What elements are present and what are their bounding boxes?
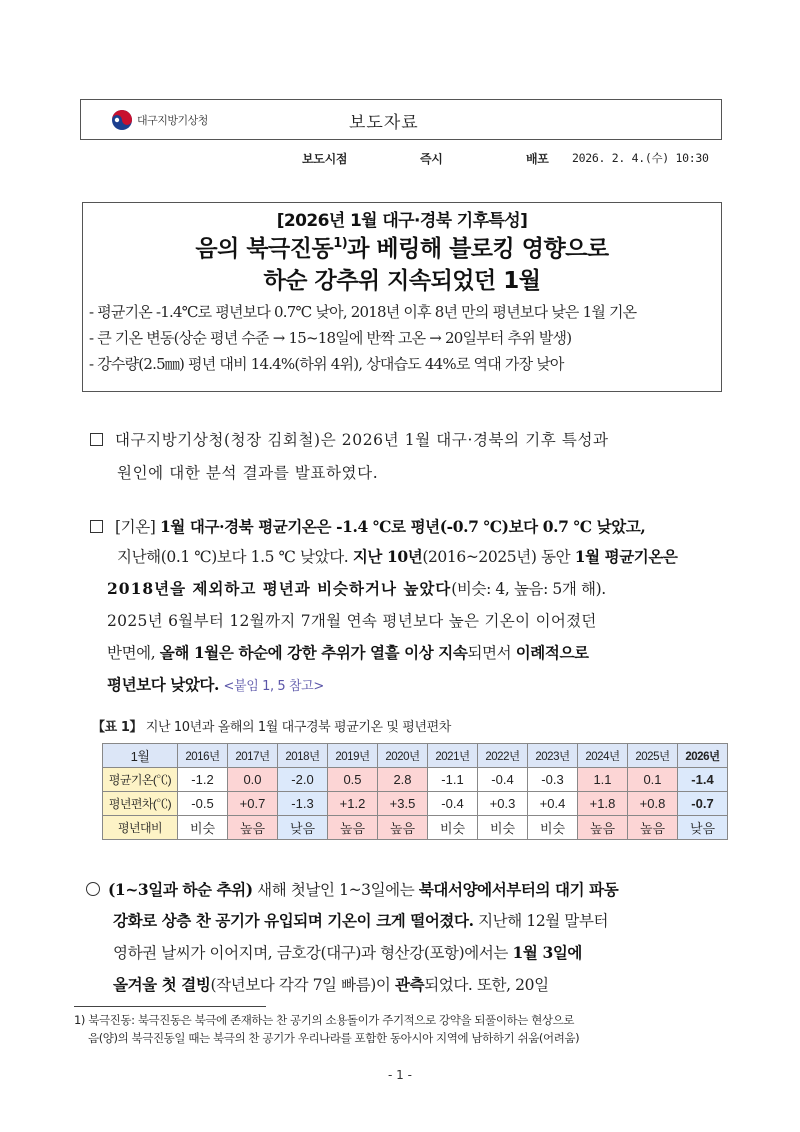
summary-bullet: - 강수량(2.5㎜) 평년 대비 14.4%(하위 4위), 상대습도 44%로 역대 가장 낮아 xyxy=(89,355,564,373)
text-bold: 관측 xyxy=(395,975,425,994)
document-type: 보도자료 xyxy=(349,113,419,133)
row-header: 평년대비 xyxy=(103,816,178,840)
table-cell: 높음 xyxy=(228,816,278,840)
table-cell: +0.7 xyxy=(228,792,278,816)
paragraph-line xyxy=(90,428,609,450)
table-cell: 비슷 xyxy=(478,816,528,840)
checkbox-bullet-icon xyxy=(90,433,103,446)
year-header: 2020년 xyxy=(378,744,428,768)
title-text: 과 베링해 블로킹 영향으로 xyxy=(347,236,609,262)
paragraph-line xyxy=(113,973,549,995)
release-time-value: 즉시 xyxy=(420,152,443,166)
text: (작년보다 각각 7일 빠름)이 xyxy=(210,976,396,994)
year-header: 2017년 xyxy=(228,744,278,768)
table-label: 【표 1】 xyxy=(92,720,143,735)
table-cell: +0.8 xyxy=(628,792,678,816)
checkbox-bullet-icon xyxy=(90,520,103,533)
table-corner-header: 1월 xyxy=(103,744,178,768)
distribution-datetime: 2026. 2. 4.(수) 10:30 xyxy=(572,151,709,165)
table-cell: 1.1 xyxy=(578,768,628,792)
footnote-line: 음(양)의 북극진동일 때는 북극의 찬 공기가 우리나라를 포함한 동아시아 지역에 남하하기 쉬움(어려움) xyxy=(88,1031,580,1045)
press-release-header xyxy=(80,99,722,140)
circle-bullet-icon xyxy=(86,882,100,896)
table-caption xyxy=(92,716,451,735)
table-cell: 비슷 xyxy=(528,816,578,840)
distribution-label: 배포 xyxy=(526,152,549,166)
table-cell-current: 낮음 xyxy=(678,816,728,840)
year-header: 2023년 xyxy=(528,744,578,768)
headline-subtitle: [2026년 1월 대구·경북 기후특성] xyxy=(276,211,528,231)
paragraph-line xyxy=(107,673,324,695)
table-header-row xyxy=(103,744,728,768)
table-cell-current: -0.7 xyxy=(678,792,728,816)
paragraph-line xyxy=(107,641,589,663)
headline-summary-box xyxy=(82,202,722,392)
table-cell: 0.1 xyxy=(628,768,678,792)
page-number: - 1 - xyxy=(388,1068,412,1082)
text: (비슷: 4, 높음: 5개 해). xyxy=(451,580,606,598)
headline-title-line2: 하순 강추위 지속되었던 1월 xyxy=(263,268,541,294)
table-cell: 높음 xyxy=(328,816,378,840)
title-text: 음의 북극진동 xyxy=(195,236,334,262)
text-bold: (1~3일과 하순 추위) xyxy=(108,880,253,899)
release-time-label: 보도시점 xyxy=(302,152,348,166)
text: (2016~2025년) 동안 xyxy=(422,548,575,566)
paragraph-line: 2025년 6월부터 12월까지 7개월 연속 평년보다 높은 기온이 이어졌던 xyxy=(107,612,597,630)
text: 대구지방기상청(청장 김회철)은 2026년 1월 대구·경북의 기후 특성과 xyxy=(115,431,609,449)
table-row xyxy=(103,768,728,792)
agency-name: 대구지방기상청 xyxy=(137,114,208,127)
text: [기온] xyxy=(115,518,160,536)
year-header: 2016년 xyxy=(178,744,228,768)
table-cell: +0.3 xyxy=(478,792,528,816)
text-bold: 1월 3일에 xyxy=(512,943,583,962)
row-header: 평균기온(℃) xyxy=(103,768,178,792)
attachment-reference-link[interactable]: <붙임 1, 5 참고> xyxy=(223,679,324,694)
table-cell: +3.5 xyxy=(378,792,428,816)
paragraph-line xyxy=(113,909,608,931)
footnote-line: 1) 북극진동: 북극진동은 북극에 존재하는 찬 공기의 소용돌이가 주기적으로 강약을 되풀이하는 현상으로 xyxy=(74,1013,575,1027)
text-bold: 평년보다 낮았다. xyxy=(107,675,220,694)
text-bold: 이례적으로 xyxy=(515,643,589,662)
table-cell: 0.0 xyxy=(228,768,278,792)
year-header: 2021년 xyxy=(428,744,478,768)
footnote-divider xyxy=(74,1006,266,1007)
table-cell: +1.8 xyxy=(578,792,628,816)
kma-logo-icon xyxy=(111,109,133,131)
table-cell: 낮음 xyxy=(278,816,328,840)
text: 되면서 xyxy=(467,644,516,662)
table-cell: 높음 xyxy=(378,816,428,840)
paragraph-line xyxy=(117,545,678,567)
paragraph-line xyxy=(113,941,582,963)
table-cell: 비슷 xyxy=(428,816,478,840)
text: 반면에, xyxy=(107,644,160,662)
table-cell: -0.4 xyxy=(428,792,478,816)
footnote-ref: 1) xyxy=(333,236,348,251)
year-header: 2018년 xyxy=(278,744,328,768)
table-cell-current: -1.4 xyxy=(678,768,728,792)
table-cell: 0.5 xyxy=(328,768,378,792)
table-cell: 높음 xyxy=(578,816,628,840)
paragraph-line xyxy=(90,515,645,537)
table-cell: 높음 xyxy=(628,816,678,840)
table-cell: +1.2 xyxy=(328,792,378,816)
text-bold: 강화로 상층 찬 공기가 유입되며 기온이 크게 떨어졌다. xyxy=(113,911,474,930)
year-header-current: 2026년 xyxy=(678,744,728,768)
headline-title-line1 xyxy=(83,230,721,263)
table-row xyxy=(103,816,728,840)
text-bold: 올해 1월은 하순에 강한 추위가 열흘 이상 지속 xyxy=(159,643,468,662)
row-header: 평년편차(℃) xyxy=(103,792,178,816)
summary-bullet: - 큰 기온 변동(상순 평년 수준 → 15~18일에 반짝 고온 → 20일부터 추위 발생) xyxy=(89,329,572,347)
table-cell: -0.3 xyxy=(528,768,578,792)
year-header: 2025년 xyxy=(628,744,678,768)
table-caption-text: 지난 10년과 올해의 1월 대구경북 평균기온 및 평년편차 xyxy=(145,720,451,735)
year-header: 2024년 xyxy=(578,744,628,768)
table-cell: -1.1 xyxy=(428,768,478,792)
table-cell: 2.8 xyxy=(378,768,428,792)
summary-bullet: - 평균기온 -1.4℃로 평년보다 0.7℃ 낮아, 2018년 이후 8년 만의 평년보다 낮은 1월 기온 xyxy=(89,303,637,321)
text: 되었다. 또한, 20일 xyxy=(424,976,549,994)
table-cell: -1.2 xyxy=(178,768,228,792)
text-bold: 1월 평균기온은 xyxy=(574,547,678,566)
text-bold: 지난 10년 xyxy=(352,547,423,566)
text-bold: 1월 대구·경북 평균기온은 -1.4 ℃로 평년(-0.7 ℃)보다 0.7 ℃ 낮았고, xyxy=(159,517,646,536)
text: 새해 첫날인 1~3일에는 xyxy=(252,881,419,899)
table-cell: +0.4 xyxy=(528,792,578,816)
text-bold: 올겨울 첫 결빙 xyxy=(113,975,211,994)
text: 지난해 12월 말부터 xyxy=(473,912,609,930)
text-bold: 2018년을 제외하고 평년과 비슷하거나 높았다 xyxy=(107,579,452,598)
table-cell: -1.3 xyxy=(278,792,328,816)
text-bold: 북대서양에서부터의 대기 파동 xyxy=(418,880,619,899)
year-header: 2019년 xyxy=(328,744,378,768)
table-cell: -0.4 xyxy=(478,768,528,792)
table-cell: 비슷 xyxy=(178,816,228,840)
paragraph-line xyxy=(86,878,618,900)
summary-bullets xyxy=(89,299,636,377)
paragraph-line: 원인에 대한 분석 결과를 발표하였다. xyxy=(117,464,379,482)
table-cell: -2.0 xyxy=(278,768,328,792)
table-cell: -0.5 xyxy=(178,792,228,816)
table-row xyxy=(103,792,728,816)
text: 영하권 날씨가 이어지며, 금호강(대구)과 형산강(포항)에서는 xyxy=(113,944,513,962)
paragraph-line xyxy=(107,577,606,599)
year-header: 2022년 xyxy=(478,744,528,768)
january-temperature-table xyxy=(102,743,728,840)
text: 지난해(0.1 ℃)보다 1.5 ℃ 낮았다. xyxy=(117,548,353,566)
